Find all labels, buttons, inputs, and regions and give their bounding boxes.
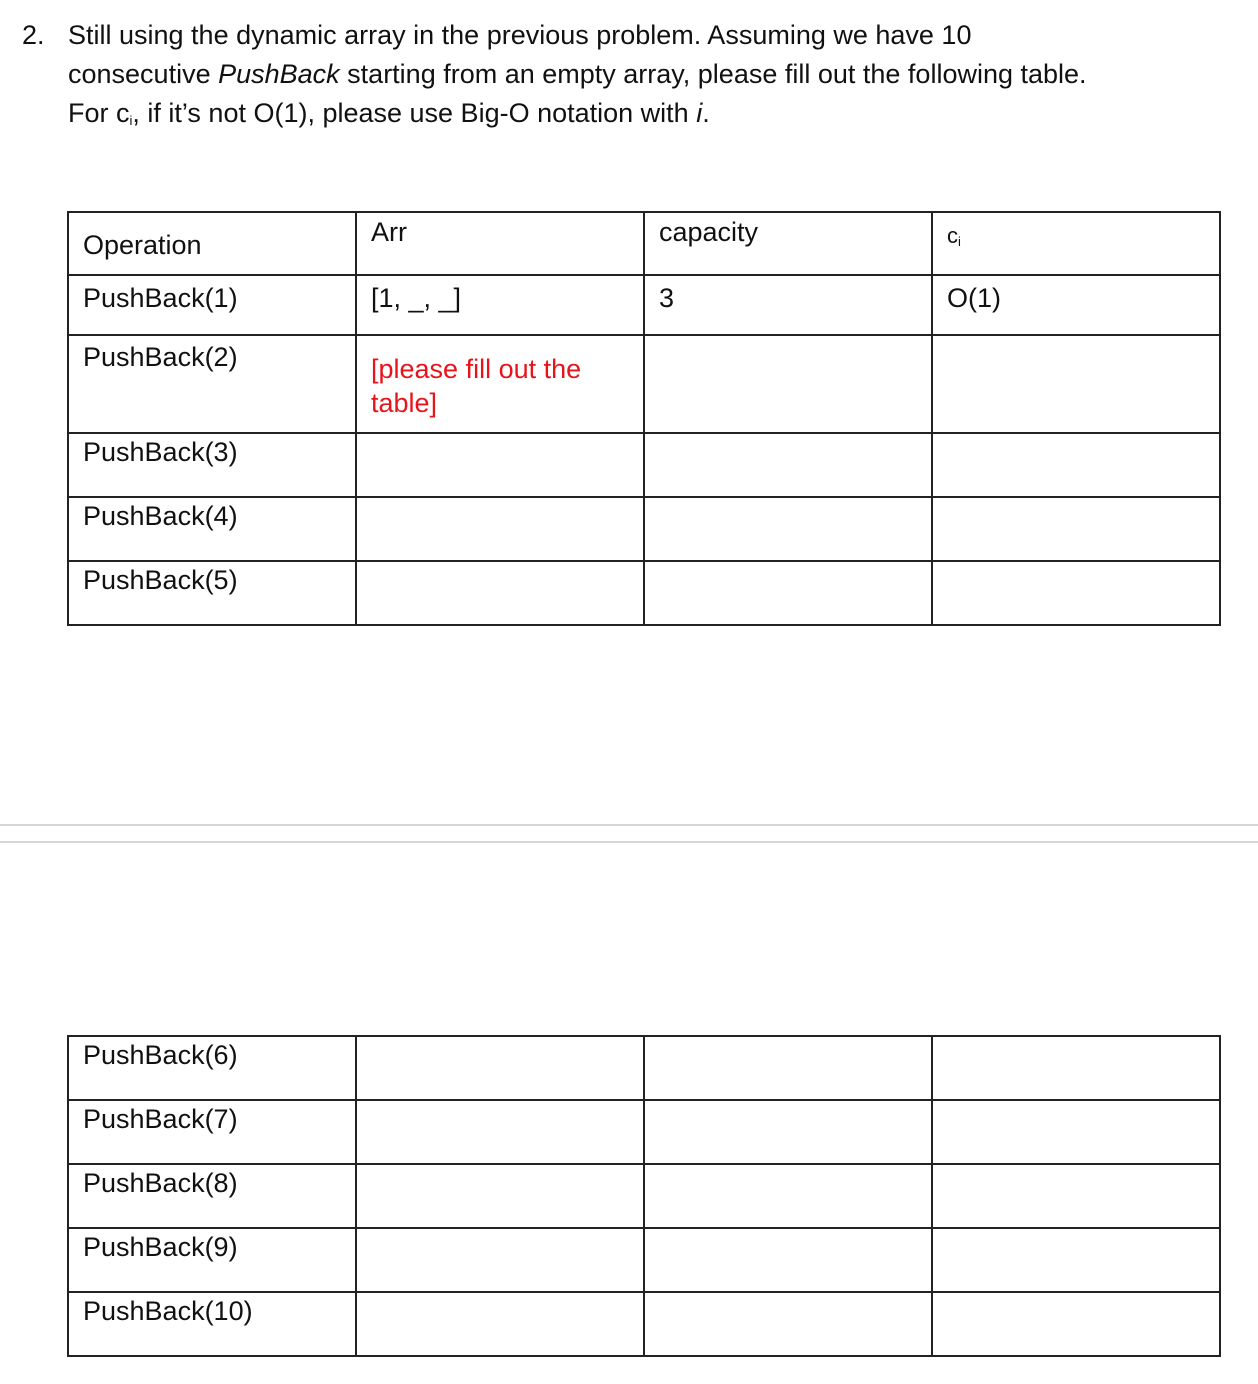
pushback-term: PushBack: [218, 59, 340, 89]
arr-cell[interactable]: [356, 433, 644, 497]
table-row: [68, 1164, 1220, 1228]
question-number: 2.: [22, 20, 45, 50]
question-line-3: [68, 94, 710, 133]
page-separator-line: [0, 824, 1258, 826]
question-line-2-start: consecutive: [68, 59, 219, 89]
capacity-cell[interactable]: [644, 1228, 932, 1292]
header-ci-sub: i: [958, 234, 961, 249]
op-cell: PushBack(5): [68, 561, 356, 625]
i-variable: i: [696, 98, 703, 128]
ci-cell[interactable]: O(1): [932, 275, 1220, 335]
arr-cell[interactable]: [356, 1100, 644, 1164]
capacity-cell[interactable]: [644, 497, 932, 561]
op-cell: PushBack(9): [68, 1228, 356, 1292]
header-ci: [932, 212, 1220, 275]
ci-cell[interactable]: [932, 335, 1220, 433]
op-cell: PushBack(3): [68, 433, 356, 497]
capacity-cell[interactable]: [644, 1164, 932, 1228]
ci-cell[interactable]: [932, 1292, 1220, 1356]
capacity-cell[interactable]: 3: [644, 275, 932, 335]
arr-cell[interactable]: [356, 1036, 644, 1100]
ci-cell[interactable]: [932, 1164, 1220, 1228]
arr-cell[interactable]: [356, 1292, 644, 1356]
ci-cell[interactable]: [932, 497, 1220, 561]
table-row: [68, 275, 1220, 335]
question-line-1: Still using the dynamic array in the previous problem. Assuming we have 10: [68, 20, 972, 50]
page-separator-line: [0, 841, 1258, 843]
table-row: [68, 1036, 1220, 1100]
question-line-2: [68, 55, 1087, 94]
table-row: [68, 561, 1220, 625]
table-row: [68, 497, 1220, 561]
table-header-row: [68, 212, 1220, 275]
table-row: [68, 1292, 1220, 1356]
header-capacity: capacity: [644, 212, 932, 275]
table-row: [68, 1228, 1220, 1292]
question-line-2-end: starting from an empty array, please fill out the following table.: [339, 59, 1087, 89]
ci-cell[interactable]: [932, 561, 1220, 625]
capacity-cell[interactable]: [644, 1100, 932, 1164]
op-cell: PushBack(4): [68, 497, 356, 561]
op-cell: PushBack(10): [68, 1292, 356, 1356]
table-row: [68, 433, 1220, 497]
ci-cell[interactable]: [932, 1228, 1220, 1292]
arr-cell[interactable]: [356, 561, 644, 625]
header-ci-base: c: [947, 223, 958, 248]
arr-cell[interactable]: [356, 335, 644, 433]
capacity-cell[interactable]: [644, 1292, 932, 1356]
capacity-cell[interactable]: [644, 1036, 932, 1100]
ci-subscript: i: [129, 113, 133, 128]
ci-cell[interactable]: [932, 1100, 1220, 1164]
op-cell: PushBack(1): [68, 275, 356, 335]
pushback-table-2: [67, 1035, 1221, 1357]
capacity-cell[interactable]: [644, 433, 932, 497]
arr-cell[interactable]: [1, _, _]: [356, 275, 644, 335]
op-cell: PushBack(6): [68, 1036, 356, 1100]
capacity-cell[interactable]: [644, 561, 932, 625]
arr-cell[interactable]: [356, 1164, 644, 1228]
table-row: [68, 335, 1220, 433]
question-line-3-mid: , if it’s not O(1), please use Big-O notation with: [132, 98, 697, 128]
question-line-3-start: For c: [68, 98, 130, 128]
pushback-table-1: [67, 211, 1221, 626]
header-arr: Arr: [356, 212, 644, 275]
ci-cell[interactable]: [932, 433, 1220, 497]
ci-cell[interactable]: [932, 1036, 1220, 1100]
op-cell: PushBack(7): [68, 1100, 356, 1164]
fill-instruction-note: [please fill out the table]: [371, 354, 582, 418]
arr-cell[interactable]: [356, 497, 644, 561]
op-cell: PushBack(2): [68, 335, 356, 433]
op-cell: PushBack(8): [68, 1164, 356, 1228]
header-operation: Operation: [68, 212, 356, 275]
question-line-3-end: .: [702, 98, 710, 128]
table-row: [68, 1100, 1220, 1164]
capacity-cell[interactable]: [644, 335, 932, 433]
arr-cell[interactable]: [356, 1228, 644, 1292]
